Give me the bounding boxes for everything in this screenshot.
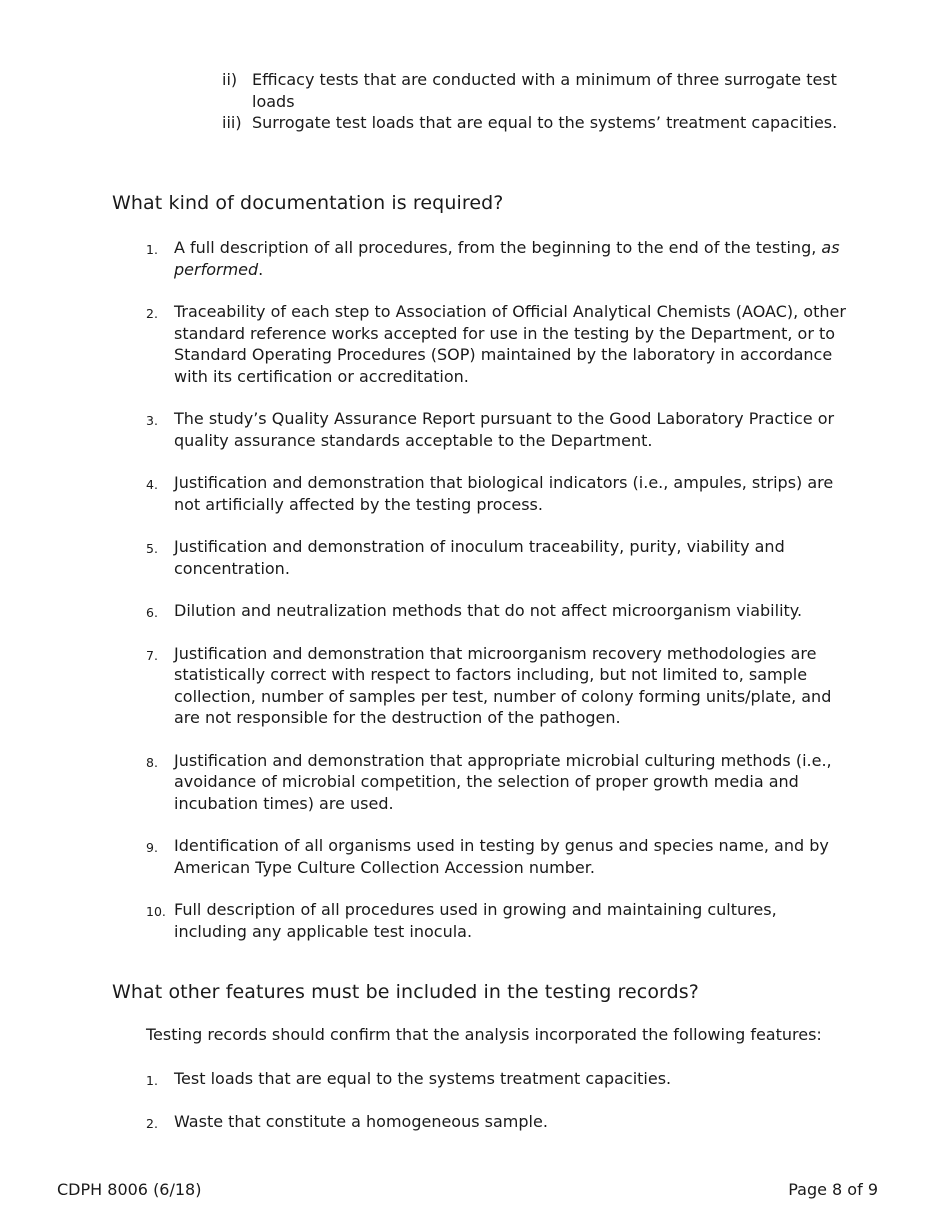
list-item-tail: . [258,259,264,279]
list-item-emphasis: as performed [174,238,840,279]
list-item [146,408,846,451]
list-item [222,69,842,112]
list-item-text: Justification and demonstration that biological indicators (i.e., ampules, strips) are not artificially affected by the testing process. [174,473,834,514]
form-id: CDPH 8006 (6/18) [57,1180,202,1199]
list-item-text: Efficacy tests that are conducted with a minimum of three surrogate test loads [252,70,837,111]
list-item [222,112,842,134]
list-item [146,1068,846,1090]
list-marker: 5. [146,541,158,556]
list-item-text: Traceability of each step to Association of Official Analytical Chemists (AOAC), other standard reference works accepted for use in the testing by the Department, or to Standard Operating Procedures (SOP) maintained by the laboratory in accordance with its certification or accreditation. [174,302,846,386]
list-marker: 2. [146,1115,158,1131]
list-item-text: Test loads that are equal to the systems treatment capacities. [174,1069,672,1088]
list-item-text: Justification and demonstration that microorganism recovery methodologies are statistically correct with respect to factors including, but not limited to, sample collection, number of samples per test, number of colony forming units/plate, and are not responsible for the destruction of the pathogen. [174,643,832,727]
list-item-text: Full description of all procedures used in growing and maintaining cultures, including any applicable test inocula. [174,900,777,941]
list-item-text: Justification and demonstration of inoculum traceability, purity, viability and concentration. [174,537,785,578]
list-marker: 1. [146,1073,158,1088]
list-marker: 8. [146,754,158,770]
list-item [146,536,846,579]
list-marker: 9. [146,840,158,855]
features-list [146,1068,846,1132]
page-number: Page 8 of 9 [788,1180,878,1199]
documentation-heading: What kind of documentation is required? [112,192,504,214]
list-marker: ii) [222,70,238,89]
list-item-text: Justification and demonstration that appropriate microbial culturing methods (i.e., avoidance of microbial competition, the selection of proper growth media and incubation times) are used. [174,750,832,813]
list-item [146,472,846,515]
list-item [146,750,846,815]
list-item [146,600,846,622]
list-item-text: Dilution and neutralization methods that do not affect microorganism viability. [174,601,803,620]
list-item-text: Surrogate test loads that are equal to the systems’ treatment capacities. [252,113,838,132]
features-intro: Testing records should confirm that the analysis incorporated the following features: [146,1025,822,1044]
list-item [146,237,846,280]
list-item [146,899,846,942]
roman-sublist [222,69,842,134]
list-item [146,643,846,729]
list-marker: 4. [146,477,158,492]
list-item-text: Waste that constitute a homogeneous sample. [174,1111,548,1131]
list-item [146,835,846,878]
list-marker: 6. [146,605,158,620]
list-item [146,301,846,387]
list-marker: 10. [146,904,166,919]
list-item-text: Identification of all organisms used in testing by genus and species name, and by American Type Culture Collection Accession number. [174,836,829,877]
list-marker: 1. [146,242,158,257]
list-marker: 3. [146,413,158,428]
list-item-text: The study’s Quality Assurance Report pursuant to the Good Laboratory Practice or quality assurance standards acceptable to the Department. [174,409,835,450]
list-marker: 2. [146,306,158,321]
list-item-text: A full description of all procedures, from the beginning to the end of the testing, [174,238,817,257]
features-heading: What other features must be included in the testing records? [112,981,699,1003]
list-marker: 7. [146,647,158,663]
documentation-list [146,237,846,942]
list-item [146,1111,846,1133]
list-marker: iii) [222,113,242,132]
